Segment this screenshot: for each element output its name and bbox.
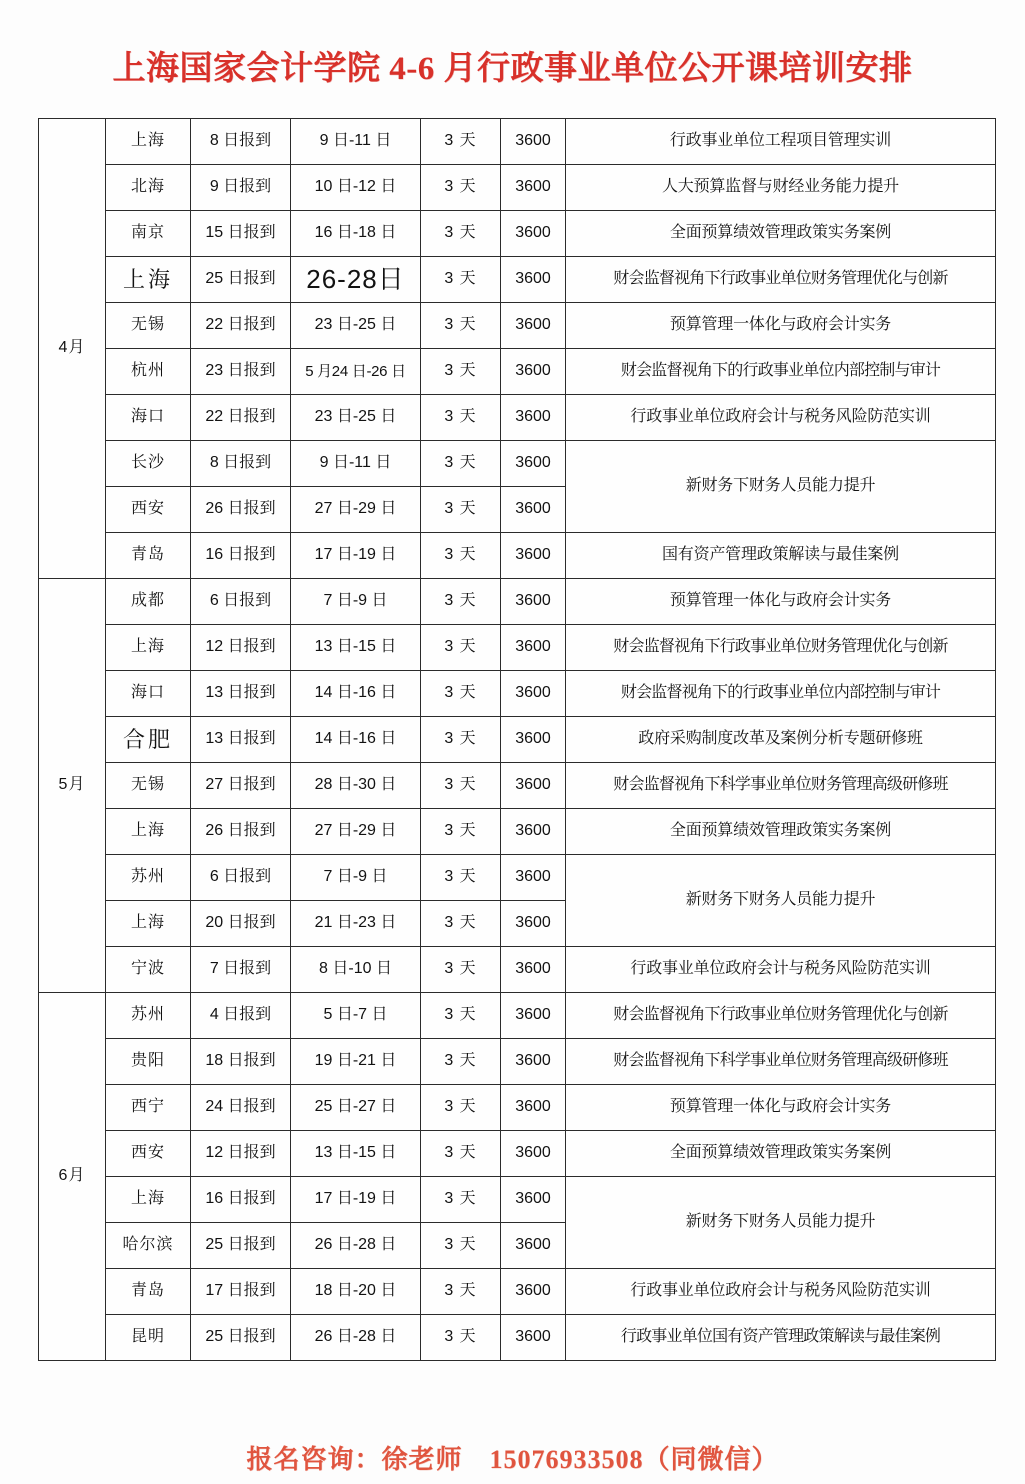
fee-cell: 3600	[501, 165, 566, 211]
month-cell: 4月	[39, 119, 106, 579]
month-cell: 5月	[39, 579, 106, 993]
fee-cell: 3600	[501, 349, 566, 395]
city-cell: 贵阳	[106, 1039, 191, 1085]
course-dates-cell: 27 日-29 日	[291, 487, 421, 533]
fee-cell: 3600	[501, 1223, 566, 1269]
report-date-cell: 7 日报到	[191, 947, 291, 993]
duration-cell: 3 天	[421, 671, 501, 717]
report-date-cell: 8 日报到	[191, 119, 291, 165]
duration-cell: 3 天	[421, 1131, 501, 1177]
page-title: 上海国家会计学院 4-6 月行政事业单位公开课培训安排	[112, 50, 913, 87]
table-row	[39, 625, 996, 671]
duration-cell: 3 天	[421, 809, 501, 855]
report-date-cell: 26 日报到	[191, 487, 291, 533]
course-title-cell: 全面预算绩效管理政策实务案例	[566, 211, 996, 257]
report-date-cell: 22 日报到	[191, 303, 291, 349]
duration-cell: 3 天	[421, 211, 501, 257]
duration-cell: 3 天	[421, 1039, 501, 1085]
report-date-cell: 25 日报到	[191, 1315, 291, 1361]
course-title-cell: 财会监督视角下科学事业单位财务管理高级研修班	[566, 763, 996, 809]
report-date-cell: 27 日报到	[191, 763, 291, 809]
course-title-cell: 预算管理一体化与政府会计实务	[566, 579, 996, 625]
city-cell: 西安	[106, 1131, 191, 1177]
title-bar	[0, 0, 1025, 118]
fee-cell: 3600	[501, 1269, 566, 1315]
duration-cell: 3 天	[421, 763, 501, 809]
duration-cell: 3 天	[421, 1085, 501, 1131]
city-cell: 西宁	[106, 1085, 191, 1131]
city-cell: 苏州	[106, 855, 191, 901]
course-dates-cell: 23 日-25 日	[291, 395, 421, 441]
course-dates-cell: 17 日-19 日	[291, 533, 421, 579]
course-title-cell: 新财务下财务人员能力提升	[566, 1177, 996, 1269]
table-row	[39, 671, 996, 717]
course-title-cell: 人大预算监督与财经业务能力提升	[566, 165, 996, 211]
table-row	[39, 993, 996, 1039]
duration-cell: 3 天	[421, 1315, 501, 1361]
table-row	[39, 303, 996, 349]
schedule-table-body	[39, 119, 996, 1361]
city-cell: 宁波	[106, 947, 191, 993]
fee-cell: 3600	[501, 119, 566, 165]
fee-cell: 3600	[501, 901, 566, 947]
footer	[0, 1439, 1025, 1476]
duration-cell: 3 天	[421, 1223, 501, 1269]
course-dates-cell: 17 日-19 日	[291, 1177, 421, 1223]
report-date-cell: 25 日报到	[191, 257, 291, 303]
duration-cell: 3 天	[421, 625, 501, 671]
duration-cell: 3 天	[421, 165, 501, 211]
fee-cell: 3600	[501, 211, 566, 257]
city-cell: 无锡	[106, 763, 191, 809]
table-row	[39, 1177, 996, 1223]
duration-cell: 3 天	[421, 1177, 501, 1223]
fee-cell: 3600	[501, 809, 566, 855]
course-dates-cell: 8 日-10 日	[291, 947, 421, 993]
city-cell: 哈尔滨	[106, 1223, 191, 1269]
duration-cell: 3 天	[421, 855, 501, 901]
duration-cell: 3 天	[421, 119, 501, 165]
city-cell: 合肥	[106, 717, 191, 763]
city-cell: 上海	[106, 901, 191, 947]
fee-cell: 3600	[501, 441, 566, 487]
table-row	[39, 165, 996, 211]
course-dates-cell: 26 日-28 日	[291, 1315, 421, 1361]
city-cell: 杭州	[106, 349, 191, 395]
fee-cell: 3600	[501, 947, 566, 993]
table-row	[39, 579, 996, 625]
duration-cell: 3 天	[421, 533, 501, 579]
fee-cell: 3600	[501, 671, 566, 717]
duration-cell: 3 天	[421, 1269, 501, 1315]
report-date-cell: 6 日报到	[191, 855, 291, 901]
course-dates-cell: 9 日-11 日	[291, 441, 421, 487]
report-date-cell: 6 日报到	[191, 579, 291, 625]
course-dates-cell: 7 日-9 日	[291, 579, 421, 625]
duration-cell: 3 天	[421, 303, 501, 349]
city-cell: 上海	[106, 1177, 191, 1223]
city-cell: 上海	[106, 809, 191, 855]
course-title-cell: 行政事业单位国有资产管理政策解读与最佳案例	[566, 1315, 996, 1361]
course-dates-cell: 23 日-25 日	[291, 303, 421, 349]
course-title-cell: 全面预算绩效管理政策实务案例	[566, 809, 996, 855]
course-dates-cell: 26-28日	[291, 257, 421, 303]
report-date-cell: 20 日报到	[191, 901, 291, 947]
table-row	[39, 395, 996, 441]
fee-cell: 3600	[501, 1177, 566, 1223]
course-dates-cell: 27 日-29 日	[291, 809, 421, 855]
fee-cell: 3600	[501, 395, 566, 441]
city-cell: 上海	[106, 625, 191, 671]
fee-cell: 3600	[501, 533, 566, 579]
report-date-cell: 16 日报到	[191, 1177, 291, 1223]
table-row	[39, 1269, 996, 1315]
course-title-cell: 行政事业单位政府会计与税务风险防范实训	[566, 395, 996, 441]
fee-cell: 3600	[501, 1131, 566, 1177]
fee-cell: 3600	[501, 1315, 566, 1361]
course-title-cell: 政府采购制度改革及案例分析专题研修班	[566, 717, 996, 763]
course-dates-cell: 16 日-18 日	[291, 211, 421, 257]
course-title-cell: 财会监督视角下行政事业单位财务管理优化与创新	[566, 625, 996, 671]
course-title-cell: 财会监督视角下科学事业单位财务管理高级研修班	[566, 1039, 996, 1085]
course-dates-cell: 19 日-21 日	[291, 1039, 421, 1085]
table-row	[39, 1131, 996, 1177]
report-date-cell: 25 日报到	[191, 1223, 291, 1269]
report-date-cell: 26 日报到	[191, 809, 291, 855]
report-date-cell: 13 日报到	[191, 671, 291, 717]
course-dates-cell: 5 日-7 日	[291, 993, 421, 1039]
duration-cell: 3 天	[421, 947, 501, 993]
city-cell: 北海	[106, 165, 191, 211]
training-schedule-table	[38, 118, 996, 1361]
table-row	[39, 349, 996, 395]
report-date-cell: 17 日报到	[191, 1269, 291, 1315]
report-date-cell: 8 日报到	[191, 441, 291, 487]
city-cell: 海口	[106, 395, 191, 441]
fee-cell: 3600	[501, 579, 566, 625]
fee-cell: 3600	[501, 1039, 566, 1085]
city-cell: 青岛	[106, 533, 191, 579]
city-cell: 上海	[106, 119, 191, 165]
course-dates-cell: 5 月24 日-26 日	[291, 349, 421, 395]
table-row	[39, 533, 996, 579]
course-dates-cell: 10 日-12 日	[291, 165, 421, 211]
report-date-cell: 23 日报到	[191, 349, 291, 395]
table-row	[39, 809, 996, 855]
table-row	[39, 119, 996, 165]
fee-cell: 3600	[501, 257, 566, 303]
report-date-cell: 4 日报到	[191, 993, 291, 1039]
fee-cell: 3600	[501, 763, 566, 809]
course-dates-cell: 21 日-23 日	[291, 901, 421, 947]
city-cell: 苏州	[106, 993, 191, 1039]
city-cell: 西安	[106, 487, 191, 533]
city-cell: 南京	[106, 211, 191, 257]
report-date-cell: 16 日报到	[191, 533, 291, 579]
duration-cell: 3 天	[421, 901, 501, 947]
city-cell: 长沙	[106, 441, 191, 487]
city-cell: 成都	[106, 579, 191, 625]
course-title-cell: 财会监督视角下行政事业单位财务管理优化与创新	[566, 257, 996, 303]
table-row	[39, 1039, 996, 1085]
course-title-cell: 全面预算绩效管理政策实务案例	[566, 1131, 996, 1177]
course-title-cell: 财会监督视角下的行政事业单位内部控制与审计	[566, 671, 996, 717]
month-cell: 6月	[39, 993, 106, 1361]
report-date-cell: 18 日报到	[191, 1039, 291, 1085]
city-cell: 无锡	[106, 303, 191, 349]
duration-cell: 3 天	[421, 487, 501, 533]
table-row	[39, 763, 996, 809]
course-dates-cell: 18 日-20 日	[291, 1269, 421, 1315]
course-dates-cell: 14 日-16 日	[291, 671, 421, 717]
fee-cell: 3600	[501, 303, 566, 349]
city-cell: 青岛	[106, 1269, 191, 1315]
duration-cell: 3 天	[421, 717, 501, 763]
course-dates-cell: 13 日-15 日	[291, 625, 421, 671]
duration-cell: 3 天	[421, 579, 501, 625]
course-title-cell: 行政事业单位工程项目管理实训	[566, 119, 996, 165]
report-date-cell: 15 日报到	[191, 211, 291, 257]
city-cell: 海口	[106, 671, 191, 717]
course-dates-cell: 7 日-9 日	[291, 855, 421, 901]
course-dates-cell: 9 日-11 日	[291, 119, 421, 165]
table-row	[39, 211, 996, 257]
course-dates-cell: 26 日-28 日	[291, 1223, 421, 1269]
fee-cell: 3600	[501, 993, 566, 1039]
fee-cell: 3600	[501, 1085, 566, 1131]
table-row	[39, 257, 996, 303]
table-row	[39, 947, 996, 993]
report-date-cell: 12 日报到	[191, 625, 291, 671]
course-title-cell: 行政事业单位政府会计与税务风险防范实训	[566, 1269, 996, 1315]
duration-cell: 3 天	[421, 993, 501, 1039]
city-cell: 昆明	[106, 1315, 191, 1361]
course-dates-cell: 25 日-27 日	[291, 1085, 421, 1131]
table-row	[39, 1085, 996, 1131]
report-date-cell: 24 日报到	[191, 1085, 291, 1131]
schedule-table-wrap	[38, 118, 995, 1361]
fee-cell: 3600	[501, 855, 566, 901]
duration-cell: 3 天	[421, 441, 501, 487]
table-row	[39, 1315, 996, 1361]
report-date-cell: 22 日报到	[191, 395, 291, 441]
fee-cell: 3600	[501, 625, 566, 671]
course-title-cell: 预算管理一体化与政府会计实务	[566, 1085, 996, 1131]
course-title-cell: 财会监督视角下行政事业单位财务管理优化与创新	[566, 993, 996, 1039]
report-date-cell: 13 日报到	[191, 717, 291, 763]
report-date-cell: 9 日报到	[191, 165, 291, 211]
fee-cell: 3600	[501, 717, 566, 763]
contact-info: 报名咨询：徐老师 15076933508（同微信）	[246, 1445, 779, 1474]
course-dates-cell: 14 日-16 日	[291, 717, 421, 763]
course-title-cell: 财会监督视角下的行政事业单位内部控制与审计	[566, 349, 996, 395]
course-dates-cell: 28 日-30 日	[291, 763, 421, 809]
duration-cell: 3 天	[421, 257, 501, 303]
course-dates-cell: 13 日-15 日	[291, 1131, 421, 1177]
course-title-cell: 新财务下财务人员能力提升	[566, 855, 996, 947]
duration-cell: 3 天	[421, 395, 501, 441]
fee-cell: 3600	[501, 487, 566, 533]
course-title-cell: 预算管理一体化与政府会计实务	[566, 303, 996, 349]
table-row	[39, 441, 996, 487]
table-row	[39, 717, 996, 763]
course-title-cell: 行政事业单位政府会计与税务风险防范实训	[566, 947, 996, 993]
course-title-cell: 新财务下财务人员能力提升	[566, 441, 996, 533]
table-row	[39, 855, 996, 901]
course-title-cell: 国有资产管理政策解读与最佳案例	[566, 533, 996, 579]
duration-cell: 3 天	[421, 349, 501, 395]
city-cell: 上海	[106, 257, 191, 303]
report-date-cell: 12 日报到	[191, 1131, 291, 1177]
